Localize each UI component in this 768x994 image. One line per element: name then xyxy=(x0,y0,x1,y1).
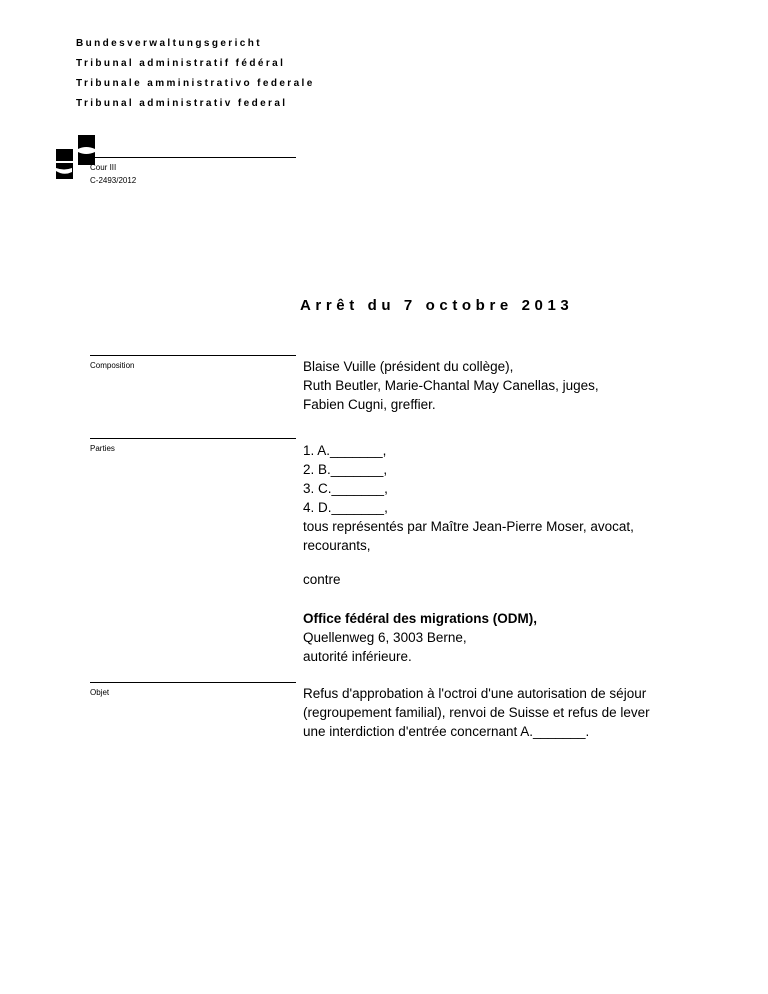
court-division: Cour III xyxy=(90,163,117,172)
versus-text: contre xyxy=(303,572,341,587)
composition-line: Ruth Beutler, Marie-Chantal May Canellas, juges, xyxy=(303,378,599,393)
authority-line: autorité inférieure. xyxy=(303,649,412,664)
court-name-it: Tribunale amministrativo federale xyxy=(76,78,315,89)
composition-label: Composition xyxy=(90,361,135,370)
court-names xyxy=(76,38,315,118)
appellant-line: 1. A._______, xyxy=(303,443,387,458)
parties-label: Parties xyxy=(90,444,115,453)
appellant-line: 3. C._______, xyxy=(303,481,388,496)
authority-block xyxy=(303,609,537,666)
appellant-line: 4. D._______, xyxy=(303,500,388,515)
court-name-fr: Tribunal administratif fédéral xyxy=(76,58,286,69)
composition-rule xyxy=(90,355,296,356)
court-name-de: Bundesverwaltungsgericht xyxy=(76,38,262,49)
case-number: C-2493/2012 xyxy=(90,176,137,185)
header-rule xyxy=(90,157,296,158)
object-line: une interdiction d'entrée concernant A._______. xyxy=(303,724,590,739)
composition-line: Fabien Cugni, greffier. xyxy=(303,397,436,412)
object-line: (regroupement familial), renvoi de Suisse et refus de lever xyxy=(303,705,650,720)
authority-name: Office fédéral des migrations (ODM), xyxy=(303,611,538,626)
authority-line: Quellenweg 6, 3003 Berne, xyxy=(303,630,467,645)
court-name-rm: Tribunal administrativ federal xyxy=(76,98,288,109)
judgment-title: Arrêt du 7 octobre 2013 xyxy=(300,297,574,314)
object-rule xyxy=(90,682,296,683)
parties-rule xyxy=(90,438,296,439)
representation-line: tous représentés par Maître Jean-Pierre Moser, avocat, xyxy=(303,519,634,534)
composition-text xyxy=(303,357,599,414)
appellants-list xyxy=(303,441,634,555)
object-line: Refus d'approbation à l'octroi d'une autorisation de séjour xyxy=(303,686,647,701)
object-text xyxy=(303,684,650,741)
composition-line: Blaise Vuille (président du collège), xyxy=(303,359,514,374)
object-label: Objet xyxy=(90,688,110,697)
representation-line: recourants, xyxy=(303,538,371,553)
appellant-line: 2. B._______, xyxy=(303,462,388,477)
